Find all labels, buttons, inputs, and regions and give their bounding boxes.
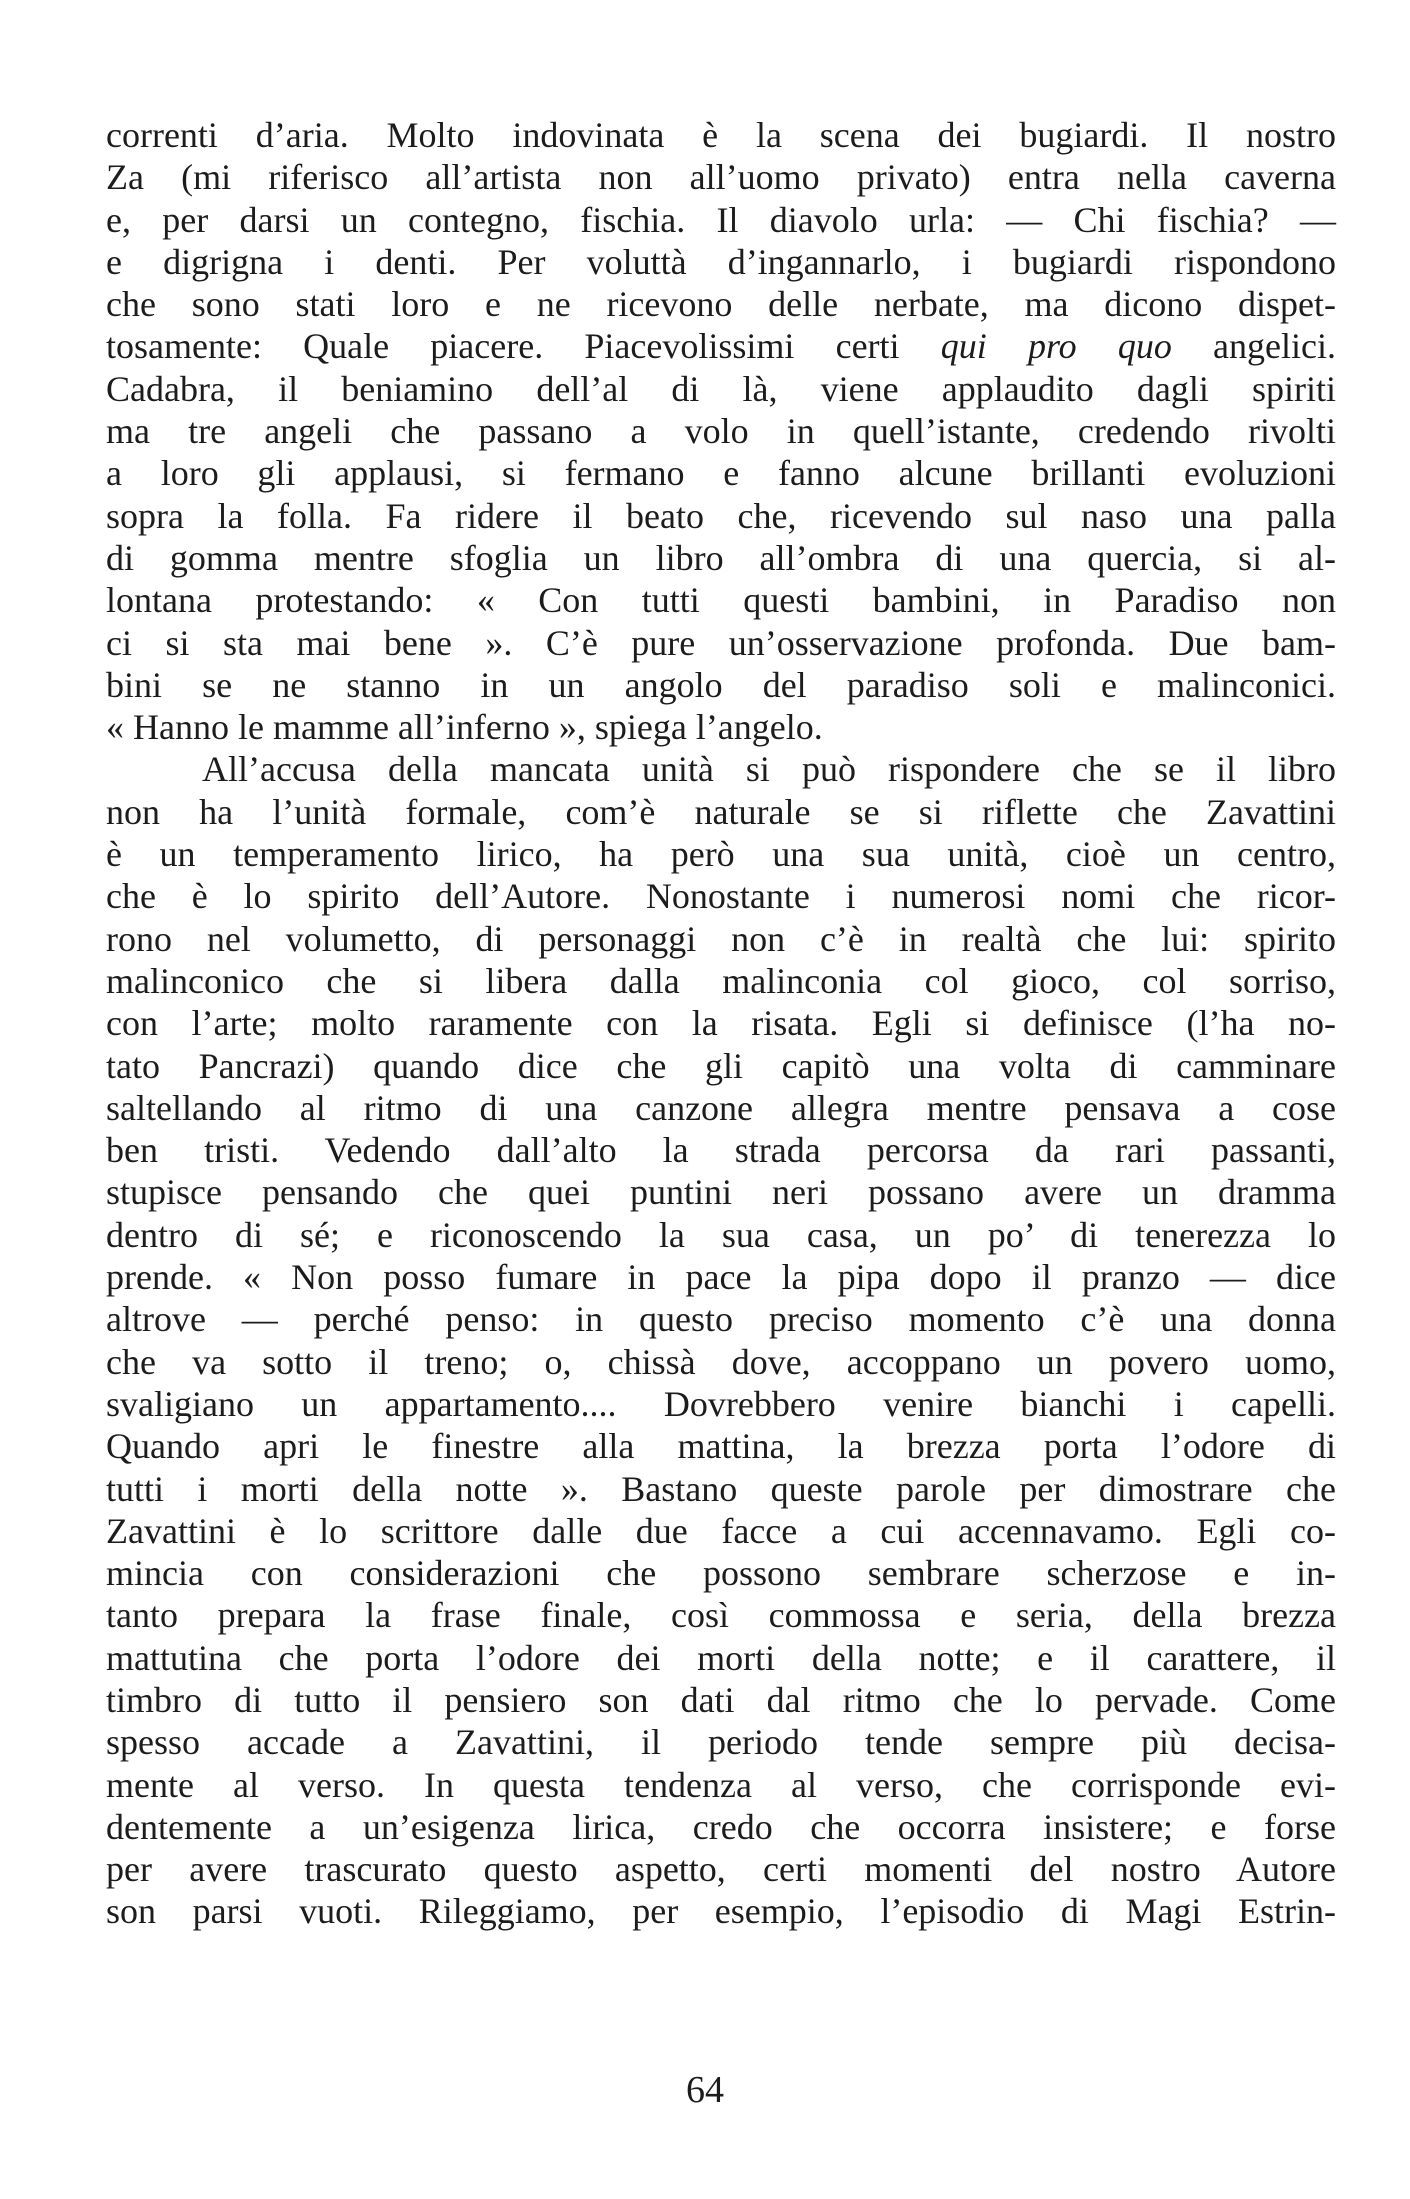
text-line: sopra la folla. Fa ridere il beato che, ricevendo sul naso una palla <box>106 495 1336 536</box>
text-line: ma tre angeli che passano a volo in quell’istante, credendo rivolti <box>106 411 1336 452</box>
text-line: svaligiano un appartamento.... Dovrebbero venire bianchi i capelli. <box>106 1383 1336 1424</box>
text-line: tutti i morti della notte ». Bastano queste parole per dimostrare che <box>106 1468 1336 1509</box>
text-line: son parsi vuoti. Rileggiamo, per esempio, l’episodio di Magi Estrin- <box>106 1891 1336 1932</box>
text-line: per avere trascurato questo aspetto, certi momenti del nostro Autore <box>106 1849 1336 1890</box>
italic-phrase: qui pro quo <box>940 326 1172 367</box>
text-line: e, per darsi un contegno, fischia. Il diavolo urla: — Chi fischia? — <box>106 199 1336 240</box>
text-segment: angelici. <box>1213 326 1336 367</box>
text-segment: tosamente: Quale piacere. Piacevolissimi certi <box>106 326 900 367</box>
text-line: stupisce pensando che quei puntini neri possano avere un dramma <box>106 1172 1336 1213</box>
text-line-paragraph-end: « Hanno le mamme all’inferno », spiega l’angelo. <box>106 707 823 748</box>
text-line: correnti d’aria. Molto indovinata è la scena dei bugiardi. Il nostro <box>106 115 1336 155</box>
text-line: dentemente a un’esigenza lirica, credo che occorra insistere; e forse <box>106 1806 1336 1847</box>
text-line: è un temperamento lirico, ha però una sua unità, cioè un centro, <box>106 834 1336 875</box>
text-line: saltellando al ritmo di una canzone allegra mentre pensava a cose <box>106 1087 1336 1128</box>
text-line: spesso accade a Zavattini, il periodo tende sempre più decisa- <box>106 1722 1336 1763</box>
text-line: di gomma mentre sfoglia un libro all’ombra di una quercia, si al- <box>106 537 1336 578</box>
text-line: timbro di tutto il pensiero son dati dal ritmo che lo pervade. Come <box>106 1679 1336 1720</box>
text-line: mincia con considerazioni che possono sembrare scherzose e in- <box>106 1553 1336 1594</box>
text-line: tanto prepara la frase finale, così commossa e seria, della brezza <box>106 1595 1336 1636</box>
text-line: dentro di sé; e riconoscendo la sua casa, un po’ di tenerezza lo <box>106 1214 1336 1255</box>
text-line: ben tristi. Vedendo dall’alto la strada percorsa da rari passanti, <box>106 1130 1336 1171</box>
text-line: che va sotto il treno; o, chissà dove, accoppano un povero uomo, <box>106 1341 1336 1382</box>
text-line: mente al verso. In questa tendenza al verso, che corrisponde evi- <box>106 1764 1336 1805</box>
text-line: che è lo spirito dell’Autore. Nonostante i numerosi nomi che ricor- <box>106 876 1336 917</box>
text-line: ci si sta mai bene ». C’è pure un’osservazione profonda. Due bam- <box>106 622 1336 663</box>
text-line-paragraph-start: All’accusa della mancata unità si può rispondere che se il libro <box>202 749 1336 790</box>
text-line: prende. « Non posso fumare in pace la pipa dopo il pranzo — dice <box>106 1257 1336 1298</box>
text-line: tato Pancrazi) quando dice che gli capitò una volta di camminare <box>106 1045 1336 1086</box>
text-line: rono nel volumetto, di personaggi non c’è in realtà che lui: spirito <box>106 918 1336 959</box>
text-line: Za (mi riferisco all’artista non all’uomo privato) entra nella caverna <box>106 157 1336 198</box>
text-line: altrove — perché penso: in questo preciso momento c’è una donna <box>106 1299 1336 1340</box>
text-line: non ha l’unità formale, com’è naturale se si riflette che Zavattini <box>106 791 1336 832</box>
text-line: Cadabra, il beniamino dell’al di là, viene applaudito dagli spiriti <box>106 368 1336 409</box>
text-line: che sono stati loro e ne ricevono delle nerbate, ma dicono dispet- <box>106 284 1336 325</box>
text-line: mattutina che porta l’odore dei morti della notte; e il carattere, il <box>106 1637 1336 1678</box>
page-number: 64 <box>686 2069 724 2111</box>
text-line: bini se ne stanno in un angolo del paradiso soli e malinconici. <box>106 664 1336 705</box>
text-line: con l’arte; molto raramente con la risata. Egli si definisce (l’ha no- <box>106 1003 1336 1044</box>
text-line: lontana protestando: « Con tutti questi bambini, in Paradiso non <box>106 580 1336 621</box>
text-line: Zavattini è lo scrittore dalle due facce a cui accennavamo. Egli co- <box>106 1510 1336 1551</box>
text-line: a loro gli applausi, si fermano e fanno alcune brillanti evoluzioni <box>106 453 1336 494</box>
text-line: malinconico che si libera dalla malinconia col gioco, col sorriso, <box>106 960 1336 1001</box>
text-line: e digrigna i denti. Per voluttà d’ingannarlo, i bugiardi rispondono <box>106 241 1336 282</box>
body-text <box>106 114 1336 1933</box>
text-line: Quando apri le finestre alla mattina, la brezza porta l’odore di <box>106 1426 1336 1467</box>
text-line-with-italic <box>106 325 1336 367</box>
